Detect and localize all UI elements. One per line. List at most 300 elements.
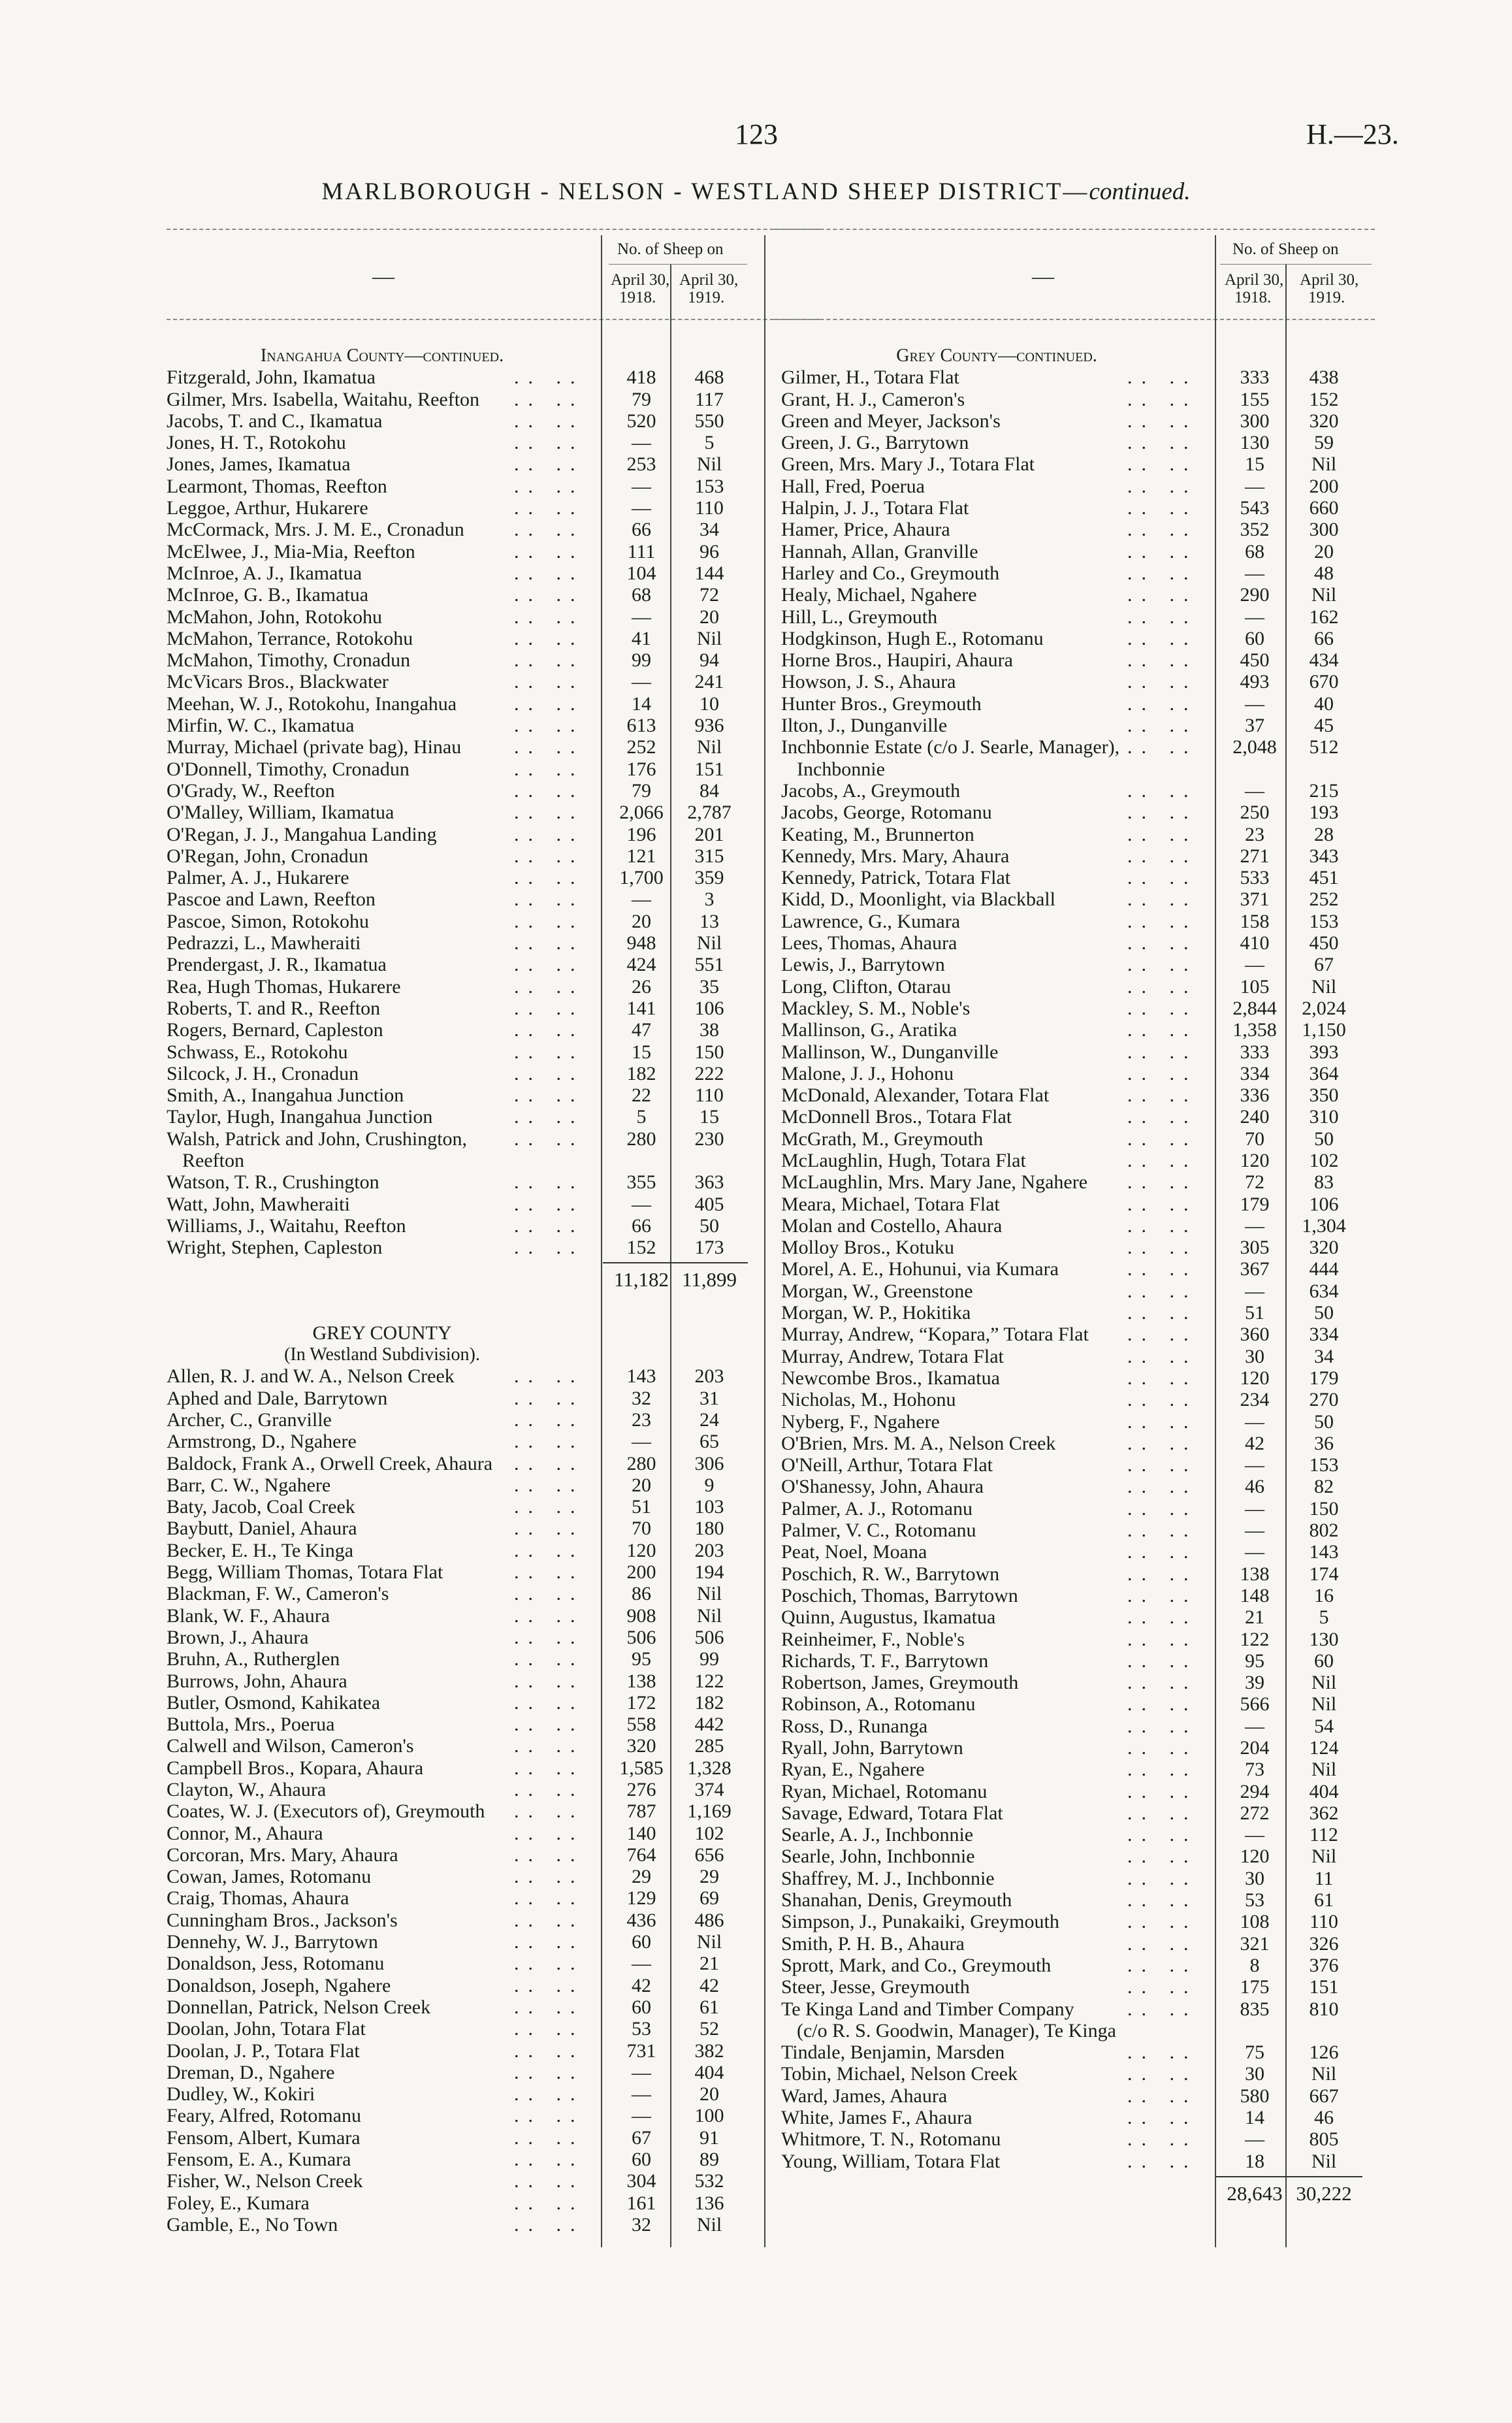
owner-name: Ryan, E., Ngahere: [781, 1759, 925, 1781]
sheep-1918: 60: [1245, 627, 1264, 649]
sheep-1919: Nil: [1311, 1672, 1337, 1694]
owner-name: Jones, H. T., Rotokohu: [167, 432, 346, 454]
sheep-1919: 180: [694, 1518, 724, 1540]
owner-name: Quinn, Augustus, Ikamatua: [781, 1606, 996, 1629]
leader-dots: .. ..: [514, 715, 585, 737]
owner-name: McDonald, Alexander, Totara Flat: [781, 1084, 1050, 1107]
sheep-1918: 234: [1240, 1389, 1270, 1411]
table-row: [167, 1431, 754, 1452]
owner-name: Williams, J., Waitahu, Reefton: [167, 1214, 406, 1237]
sheep-1919: 512: [1309, 736, 1339, 758]
sheep-1919: 130: [1309, 1628, 1339, 1650]
sheep-1919: 50: [700, 1214, 719, 1237]
leader-dots: .. ..: [1127, 1345, 1198, 1367]
leader-dots: .. ..: [514, 779, 585, 802]
sheep-1918: —: [632, 475, 651, 497]
sheep-1919: 72: [700, 584, 719, 606]
leader-dots: .. ..: [1127, 1171, 1198, 1194]
sheep-1919: 124: [1309, 1737, 1339, 1759]
sheep-1919: 103: [694, 1496, 724, 1518]
owner-name: Dennehy, W. J., Barrytown: [167, 1931, 378, 1953]
sheep-1919: 83: [1314, 1171, 1334, 1194]
sheep-1918: 371: [1240, 888, 1270, 911]
sheep-1919: 201: [694, 823, 724, 845]
sheep-1919: 65: [700, 1431, 719, 1453]
owner-name: Coates, W. J. (Executors of), Greymouth: [167, 1800, 485, 1823]
sheep-1919: 230: [694, 1128, 724, 1150]
leader-dots: .. ..: [514, 649, 585, 672]
table-row: [781, 2041, 1369, 2063]
sheep-1918: 418: [626, 366, 656, 389]
sheep-1919: 320: [1309, 410, 1339, 432]
table-row: [781, 2020, 1369, 2041]
table-row: [167, 1823, 754, 1844]
table-row: [781, 954, 1369, 975]
sheep-1919: 60: [1314, 1650, 1334, 1672]
owner-name: McVicars Bros., Blackwater: [167, 671, 389, 693]
table-row: [781, 519, 1369, 540]
sheep-1919: 150: [1309, 1497, 1339, 1520]
sheep-1918: 334: [1240, 1062, 1270, 1084]
sheep-1919: Nil: [1311, 2063, 1337, 2085]
table-row: [781, 1955, 1369, 1976]
leader-dots: .. ..: [1127, 671, 1198, 693]
leader-dots: .. ..: [1127, 453, 1198, 476]
owner-name: Searle, John, Inchbonnie: [781, 1846, 975, 1868]
sheep-1918: —: [1245, 1824, 1264, 1846]
table-row: [781, 584, 1369, 606]
sheep-1919: 144: [694, 562, 724, 584]
owner-name: Shanahan, Denis, Greymouth: [781, 1889, 1012, 1911]
sheep-1918: —: [632, 1193, 651, 1215]
leader-dots: .. ..: [1127, 410, 1198, 432]
sheep-1918: 305: [1240, 1237, 1270, 1259]
sheep-1918: 336: [1240, 1084, 1270, 1107]
sheep-1918: 105: [1240, 975, 1270, 998]
table-row: [781, 1171, 1369, 1193]
owner-name: McInroe, A. J., Ikamatua: [167, 562, 362, 584]
table-row: [781, 1585, 1369, 1606]
table-row: [781, 1889, 1369, 1911]
table-row: [167, 2192, 754, 2214]
sheep-1918: 22: [632, 1084, 651, 1107]
sheep-1918: —: [1245, 1410, 1264, 1433]
table-row: [167, 1953, 754, 1974]
right-header-group: No. of Sheep on: [1232, 240, 1339, 258]
sheep-1918: —: [632, 2105, 651, 2127]
owner-name: Richards, T. F., Barrytown: [781, 1650, 989, 1672]
leader-dots: .. ..: [1127, 2085, 1198, 2107]
table-row: [167, 432, 754, 453]
owner-name: Donaldson, Joseph, Ngahere: [167, 1974, 391, 1996]
owner-name: Poschich, Thomas, Barrytown: [781, 1584, 1018, 1606]
leader-dots: .. ..: [1127, 1998, 1198, 2020]
table-row: [781, 649, 1369, 671]
leader-dots: .. ..: [1127, 975, 1198, 998]
sheep-1919: 16: [1314, 1584, 1334, 1606]
table-row: [167, 1627, 754, 1648]
sheep-1919: 252: [1309, 888, 1339, 911]
sheep-1918: —: [632, 1431, 651, 1453]
leader-dots: .. ..: [1127, 1650, 1198, 1672]
sheep-1918: 276: [626, 1779, 656, 1800]
section-heading: [167, 345, 754, 366]
leader-dots: .. ..: [514, 1496, 585, 1518]
leader-dots: .. ..: [514, 1237, 585, 1259]
table-row: [781, 1629, 1369, 1650]
leader-dots: .. ..: [514, 1931, 585, 1953]
table-row: [167, 1084, 754, 1106]
sheep-1918: 566: [1240, 1693, 1270, 1716]
sheep-1918: 79: [632, 388, 651, 410]
table-row: [167, 606, 754, 628]
sheep-1918: 60: [632, 1931, 651, 1953]
leader-dots: .. ..: [1127, 1802, 1198, 1824]
owner-name: Inchbonnie Estate (c/o J. Searle, Manager),: [781, 736, 1120, 758]
table-row: [167, 2170, 754, 2192]
owner-name: Murray, Andrew, Totara Flat: [781, 1345, 1004, 1367]
sheep-1919: 20: [1314, 540, 1334, 562]
leader-dots: .. ..: [1127, 1672, 1198, 1694]
sheep-1919: 382: [694, 2040, 724, 2062]
sheep-1919: 393: [1309, 1041, 1339, 1063]
owner-name: Kennedy, Patrick, Totara Flat: [781, 867, 1011, 889]
owner-name: White, James F., Ahaura: [781, 2107, 973, 2129]
table-row: [167, 519, 754, 540]
owner-name: Ryall, John, Barrytown: [781, 1737, 963, 1759]
leader-dots: .. ..: [1127, 692, 1198, 715]
table-row: [167, 1150, 754, 1171]
sheep-1918: 280: [626, 1452, 656, 1474]
sheep-1918: 410: [1240, 932, 1270, 954]
sheep-1919: 364: [1309, 1062, 1339, 1084]
leader-dots: .. ..: [1127, 1324, 1198, 1346]
leader-dots: .. ..: [514, 1866, 585, 1888]
sheep-1918: —: [1245, 1214, 1264, 1237]
owner-name: Shaffrey, M. J., Inchbonnie: [781, 1867, 995, 1889]
owner-name: Aphed and Dale, Barrytown: [167, 1387, 388, 1409]
leader-dots: .. ..: [1127, 997, 1198, 1019]
leader-dots: .. ..: [1127, 1846, 1198, 1868]
sheep-1918: 108: [1240, 1911, 1270, 1933]
sheep-1919: 117: [695, 388, 724, 410]
leader-dots: .. ..: [1127, 932, 1198, 954]
leader-dots: .. ..: [1127, 1280, 1198, 1302]
owner-name: Mirfin, W. C., Ikamatua: [167, 715, 355, 737]
table-row: [781, 562, 1369, 584]
sheep-1919: 21: [700, 1953, 719, 1975]
sheep-1919: 122: [694, 1670, 724, 1692]
sheep-1919: 110: [695, 497, 724, 519]
table-row: [781, 1346, 1369, 1367]
sheep-1918: 51: [632, 1496, 651, 1518]
table-row: [781, 432, 1369, 453]
sheep-1918: 1,700: [619, 867, 664, 889]
owner-name: Brown, J., Ahaura: [167, 1626, 309, 1648]
owner-name: Fisher, W., Nelson Creek: [167, 2170, 363, 2192]
sheep-1919: Nil: [696, 2213, 722, 2236]
table-row: [167, 1844, 754, 1866]
table-row: [167, 1735, 754, 1757]
sheep-1919: 532: [694, 2170, 724, 2192]
sheep-1919: 182: [694, 1691, 724, 1714]
table-row: [167, 1041, 754, 1063]
table-row: [781, 1389, 1369, 1410]
sheep-1918: 333: [1240, 1041, 1270, 1063]
table-row: [167, 649, 754, 671]
leader-dots: .. ..: [514, 2018, 585, 2040]
sheep-1919: 100: [694, 2105, 724, 2127]
table-row: [167, 715, 754, 736]
table-row: [781, 453, 1369, 475]
owner-name: Walsh, Patrick and John, Crushington,: [167, 1128, 468, 1150]
table-row: [781, 2085, 1369, 2107]
owner-name: Nyberg, F., Ngahere: [781, 1410, 940, 1433]
sheep-1919: 660: [1309, 497, 1339, 519]
owner-name: Begg, William Thomas, Totara Flat: [167, 1561, 443, 1584]
table-row: [781, 476, 1369, 497]
sheep-1918: 47: [632, 1019, 651, 1041]
leader-dots: .. ..: [1127, 2041, 1198, 2064]
leader-dots: .. ..: [514, 1041, 585, 1063]
leader-dots: .. ..: [1127, 1214, 1198, 1237]
sheep-1918: 60: [632, 2149, 651, 2171]
sheep-1919: 451: [1309, 867, 1339, 889]
table-row: [781, 410, 1369, 432]
leader-dots: .. ..: [514, 2126, 585, 2149]
owner-name: Jacobs, A., Greymouth: [781, 779, 961, 802]
sheep-1918: 39: [1245, 1672, 1264, 1694]
owner-name: Campbell Bros., Kopara, Ahaura: [167, 1757, 424, 1779]
sheep-1918: —: [632, 497, 651, 519]
leader-dots: .. ..: [514, 1452, 585, 1474]
owner-name: Ward, James, Ahaura: [781, 2085, 948, 2107]
table-row: [781, 1933, 1369, 1955]
sheep-1918: 72: [1245, 1171, 1264, 1194]
leader-dots: .. ..: [1127, 366, 1198, 389]
table-row: [167, 1388, 754, 1409]
sheep-1918: 73: [1245, 1759, 1264, 1781]
leader-dots: .. ..: [1127, 867, 1198, 889]
sheep-1919: 343: [1309, 845, 1339, 867]
table-row: [167, 1194, 754, 1215]
table-row: [167, 1237, 754, 1258]
table-row: [781, 736, 1369, 758]
left-header-group: No. of Sheep on: [617, 240, 724, 258]
owner-name: Fitzgerald, John, Ikamatua: [167, 366, 376, 389]
table-row: [167, 1365, 754, 1387]
leader-dots: .. ..: [1127, 606, 1198, 628]
sheep-1919: 66: [1314, 627, 1334, 649]
table-row: [781, 867, 1369, 888]
leader-dots: .. ..: [514, 1648, 585, 1670]
sheep-1918: —: [1245, 475, 1264, 497]
table-row: [781, 1237, 1369, 1258]
leader-dots: .. ..: [514, 1019, 585, 1041]
table-row: [781, 1563, 1369, 1585]
leader-dots: .. ..: [514, 1822, 585, 1844]
table-row: [781, 1194, 1369, 1215]
owner-name: Hunter Bros., Greymouth: [781, 692, 982, 715]
leader-dots: .. ..: [1127, 736, 1198, 758]
leader-dots: .. ..: [514, 1431, 585, 1453]
owner-name: Doolan, J. P., Totara Flat: [167, 2040, 360, 2062]
sheep-1919: 91: [700, 2126, 719, 2149]
page-title: [0, 178, 1512, 206]
owner-name: Jones, James, Ikamatua: [167, 453, 351, 476]
table-row: [781, 1476, 1369, 1497]
table-row: [781, 1911, 1369, 1932]
table-row: [781, 1041, 1369, 1063]
table-row: [167, 911, 754, 932]
sheep-1919: Nil: [1311, 975, 1337, 998]
leader-dots: .. ..: [514, 1779, 585, 1800]
sheep-1918: —: [1245, 1541, 1264, 1563]
sheep-1918: 352: [1240, 519, 1270, 541]
owner-name: Cowan, James, Rotomanu: [167, 1866, 372, 1888]
sheep-1919: 203: [694, 1365, 724, 1388]
owner-name: Smith, P. H. B., Ahaura: [781, 1932, 965, 1955]
leader-dots: .. ..: [1127, 1606, 1198, 1629]
leader-dots: .. ..: [1127, 888, 1198, 911]
owner-name: Reinheimer, F., Noble's: [781, 1628, 965, 1650]
sheep-1918: 300: [1240, 410, 1270, 432]
leader-dots: .. ..: [514, 1128, 585, 1150]
table-row: [781, 366, 1369, 388]
table-row: [781, 1541, 1369, 1563]
owner-name: Taylor, Hugh, Inangahua Junction: [167, 1106, 433, 1128]
sheep-1918: 70: [1245, 1128, 1264, 1150]
owner-name: Watt, John, Mawheraiti: [167, 1193, 350, 1215]
table-row: [781, 715, 1369, 736]
section-heading: [167, 1344, 754, 1365]
sheep-1919: 9: [704, 1474, 715, 1496]
owner-name: McCormack, Mrs. J. M. E., Cronadun: [167, 519, 464, 541]
owner-name: McMahon, John, Rotokohu: [167, 606, 382, 628]
sheep-1919: 150: [694, 1041, 724, 1063]
sheep-1918: 424: [626, 954, 656, 976]
owner-name: Gamble, E., No Town: [167, 2213, 338, 2236]
owner-name: Nicholas, M., Hohonu: [781, 1389, 956, 1411]
leader-dots: .. ..: [514, 1909, 585, 1931]
leader-dots: .. ..: [1127, 1520, 1198, 1542]
leader-dots: .. ..: [1127, 1715, 1198, 1737]
sheep-1918: 120: [1240, 1149, 1270, 1171]
section-title: GREY COUNTY: [312, 1322, 452, 1344]
sheep-1918: —: [632, 1953, 651, 1975]
table-row: [167, 1779, 754, 1800]
sheep-1918: 30: [1245, 2063, 1264, 2085]
sheep-1919: 670: [1309, 671, 1339, 693]
leader-dots: .. ..: [514, 1474, 585, 1496]
sheep-1919: 152: [1309, 388, 1339, 410]
sheep-1918: 122: [1240, 1628, 1270, 1650]
owner-name: O'Regan, John, Cronadun: [167, 845, 368, 867]
owner-name: Hall, Fred, Poerua: [781, 475, 925, 497]
owner-name: Becker, E. H., Te Kinga: [167, 1539, 354, 1561]
sheep-1919: 300: [1309, 519, 1339, 541]
owner-name: Pedrazzi, L., Mawheraiti: [167, 932, 361, 954]
owner-name: Malone, J. J., Hohonu: [781, 1062, 954, 1084]
table-row: [167, 1800, 754, 1822]
table-row: [167, 628, 754, 649]
sheep-1918: 152: [626, 1237, 656, 1259]
owner-name: Bruhn, A., Rutherglen: [167, 1648, 340, 1670]
sheep-1919: 110: [695, 1084, 724, 1107]
leader-dots: .. ..: [1127, 1759, 1198, 1781]
owner-name: Healy, Michael, Ngahere: [781, 584, 977, 606]
sheep-1919: 99: [700, 1648, 719, 1670]
leader-dots: .. ..: [514, 1604, 585, 1627]
sheep-1918: 1,585: [619, 1757, 664, 1779]
leader-dots: .. ..: [1127, 910, 1198, 932]
sheep-1919: 174: [1309, 1563, 1339, 1585]
table-row: [167, 541, 754, 562]
owner-name: Leggoe, Arthur, Hukarere: [167, 497, 368, 519]
sheep-1919: 24: [700, 1408, 719, 1431]
owner-name: Harley and Co., Greymouth: [781, 562, 1000, 584]
owner-name: Connor, M., Ahaura: [167, 1822, 323, 1844]
owner-name: Horne Bros., Haupiri, Ahaura: [781, 649, 1013, 672]
owner-name: McGrath, M., Greymouth: [781, 1128, 984, 1150]
leader-dots: .. ..: [514, 1171, 585, 1194]
leader-dots: .. ..: [1127, 1628, 1198, 1650]
leader-dots: .. ..: [514, 2061, 585, 2083]
owner-name: Inchbonnie: [797, 758, 885, 780]
sheep-1919: 450: [1309, 932, 1339, 954]
owner-name: Robinson, A., Rotomanu: [781, 1693, 976, 1716]
table-row: [781, 1367, 1369, 1389]
sheep-1918: 148: [1240, 1584, 1270, 1606]
table-row: [781, 2128, 1369, 2150]
owner-name: Lewis, J., Barrytown: [781, 954, 945, 976]
sheep-1919: 153: [694, 475, 724, 497]
right-header-col1: April 30,: [1225, 271, 1284, 289]
leader-dots: .. ..: [514, 954, 585, 976]
sheep-1918: 1,358: [1232, 1019, 1277, 1041]
owner-name: Lees, Thomas, Ahaura: [781, 932, 957, 954]
sheep-1918: 66: [632, 519, 651, 541]
owner-name: Foley, E., Kumara: [167, 2192, 310, 2214]
sheep-1918: 8: [1249, 1954, 1260, 1976]
leader-dots: .. ..: [1127, 540, 1198, 562]
table-row: [781, 1215, 1369, 1237]
leader-dots: .. ..: [1127, 1954, 1198, 1976]
sheep-1918: 182: [626, 1062, 656, 1084]
leader-dots: .. ..: [514, 1887, 585, 1910]
sheep-1918: 138: [1240, 1563, 1270, 1585]
sheep-1918: 37: [1245, 715, 1264, 737]
owner-name: Meehan, W. J., Rotokohu, Inangahua: [167, 692, 457, 715]
sheep-1918: 32: [632, 1387, 651, 1409]
leader-dots: .. ..: [514, 997, 585, 1019]
sheep-1919: 404: [694, 2061, 724, 2083]
table-row: [167, 2149, 754, 2170]
sheep-1918: 493: [1240, 671, 1270, 693]
sheep-1919: 2,024: [1302, 997, 1346, 1019]
sheep-1918: 158: [1240, 910, 1270, 932]
sheep-1919: Nil: [1311, 2150, 1337, 2172]
owner-name: Peat, Noel, Moana: [781, 1541, 927, 1563]
owner-name: Halpin, J. J., Totara Flat: [781, 497, 969, 519]
owner-name: Baty, Jacob, Coal Creek: [167, 1496, 355, 1518]
table-row: [781, 1824, 1369, 1846]
sheep-1919: 54: [1314, 1715, 1334, 1737]
sheep-1918: —: [1245, 1520, 1264, 1542]
table-row: [167, 562, 754, 584]
owner-name: Prendergast, J. R., Ikamatua: [167, 954, 387, 976]
table-row: [167, 1866, 754, 1887]
